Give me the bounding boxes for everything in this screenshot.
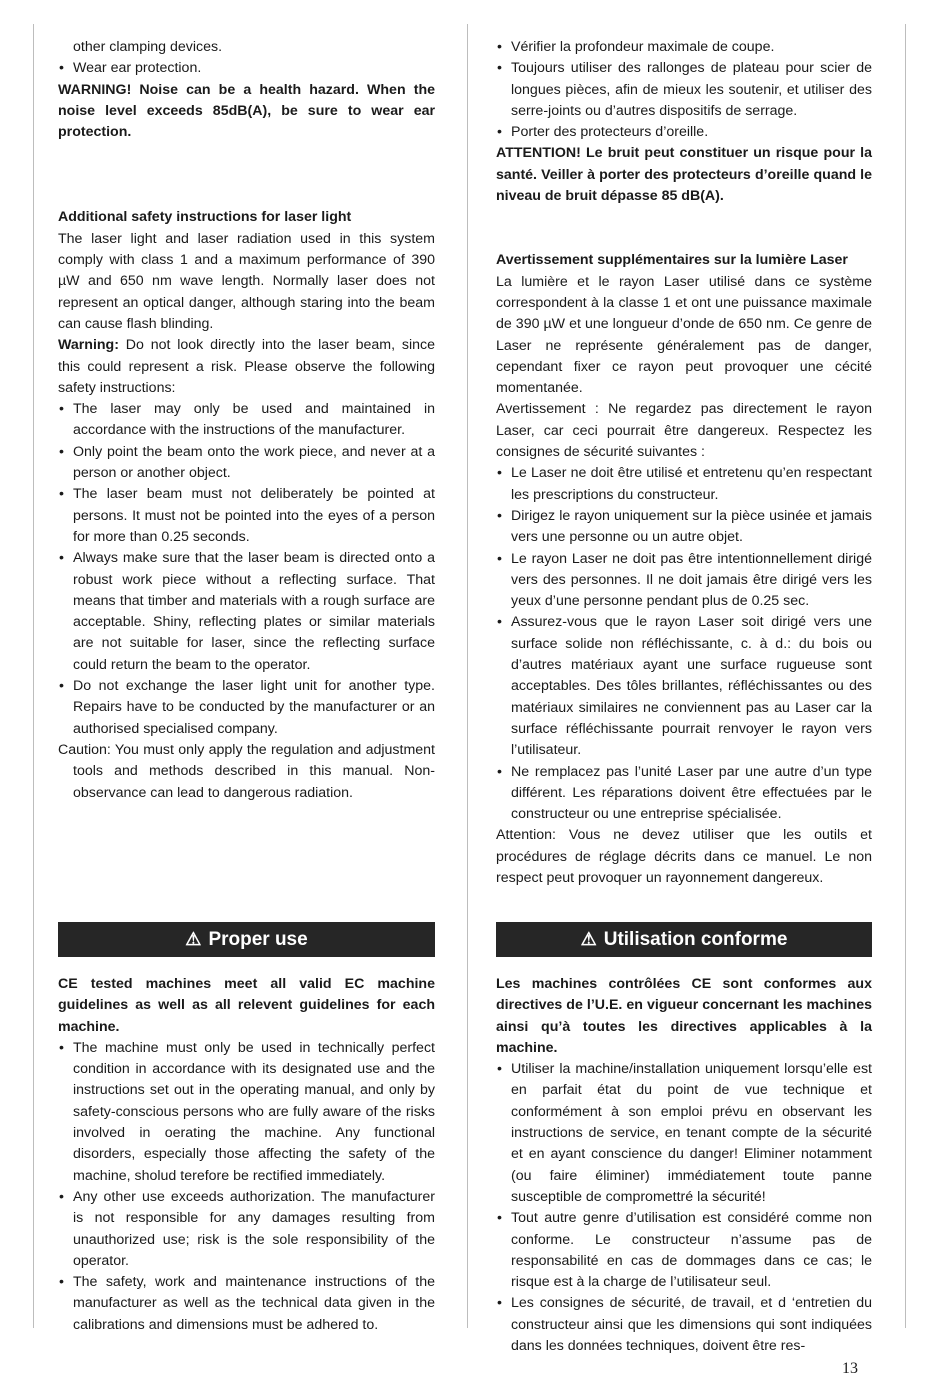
proper-use-intro: CE tested machines meet all valid EC machine guidelines as well as all relevent guidelines for each machine. <box>58 976 435 1035</box>
utilisation-conforme-heading-text: Utilisation conforme <box>603 929 788 950</box>
laser-attention-fr: Attention: Vous ne devez utiliser que les outils et procédures de réglage décrits dans ce manuel. Le non respect peut provoquer un rayonnement dangereux. <box>496 827 872 886</box>
laser-warning-label: Warning: <box>58 337 119 354</box>
left-column-safety <box>58 37 435 804</box>
list-item: • Vérifier la profondeur maximale de coupe. <box>496 37 872 58</box>
list-item: • Les consignes de sécurité, de travail, et d ‘entretien du constructeur ainsi que les dimensions qui sont indiquées dans les données techniques, doivent être res- <box>496 1293 872 1357</box>
list-item: • The safety, work and maintenance instructions of the manufacturer as well as the technical data given in the calibrations and dimensions must be adhered to. <box>58 1272 435 1336</box>
laser-warning-fr: Avertissement : Ne regardez pas directement le rayon Laser, car ceci pourrait être dangereux. Respectez les consignes de sécurité suivantes : <box>496 401 872 461</box>
laser-instructions-list <box>58 399 435 740</box>
list-item: • The laser may only be used and maintained in accordance with the instructions of the manufacturer. <box>58 399 435 442</box>
list-item: • Utiliser la machine/installation uniquement lorsqu’elle est en parfait état du point de vue technique et conformément à son emploi prévu en observant les instructions de service, en tenant compte de la sécurité et en ayant conscience du danger! Eliminer notamment (ou faire éliminer) immédiatement toute panne susceptible de compromettré la sécurité! <box>496 1059 872 1208</box>
right-column-proper-use <box>496 974 872 1357</box>
list-item: • The machine must only be used in technically perfect condition in accordance with its designated use and the instructions set out in the operating manual, and only by safety-conscious persons who are fully aware of the risks involved in oerating the machine. Any functional disorders, especially those affecting the safety of the machine, sholud terefore be rectified immediately. <box>58 1038 435 1187</box>
list-item: • Ne remplacez pas l’unité Laser par une autre d’un type différent. Les réparations doivent être effectuées par le constructeur ou une entreprise spécialisée. <box>496 762 872 826</box>
list-item: • Tout autre genre d’utilisation est considéré comme non conforme. Le constructeur n’assume pas de responsabilité en cas de dommages dans ce cas; le risque est à la charge de l’utilisateur seul. <box>496 1208 872 1293</box>
list-item: • Always make sure that the laser beam is directed onto a robust work piece without a reflecting surface. That means that timber and materials with a rough surface are acceptable. Shiny, reflecting plates or similar materials are not suitable for laser, since the reflecting surface could return the beam to the operator. <box>58 548 435 676</box>
page-number: 13 <box>842 1360 858 1377</box>
right-column-safety <box>496 37 872 889</box>
list-item: • Dirigez le rayon uniquement sur la pièce usinée et jamais vers une personne ou un autre objet. <box>496 506 872 549</box>
ear-protection-list <box>58 58 435 79</box>
list-item: • Assurez-vous que le rayon Laser soit dirigé vers une surface solide non réfléchissante, c. à d.: du bois ou d’autres matériaux ayant une surface rugueuse sont acceptables. Des tôles brillantes, réfléchissantes ou des matériaux similaires ne conviennent pas au Laser car la surface réfléchissante pourrait renvoyer le rayon vers l’utilisateur. <box>496 612 872 761</box>
laser-section-title: Additional safety instructions for laser light <box>58 209 352 226</box>
list-item: • Porter des protecteurs d’oreille. <box>496 122 872 143</box>
noise-warning: WARNING! Noise can be a health hazard. When the noise level exceeds 85dB(A), be sure to wear ear protection. <box>58 81 435 141</box>
list-item: • Any other use exceeds authorization. The manufacturer is not responsible for any damages resulting from unauthorized use; risk is the sole responsibility of the operator. <box>58 1187 435 1272</box>
proper-use-heading-text: Proper use <box>208 929 308 950</box>
list-item: • Only point the beam onto the work piece, and never at a person or another object. <box>58 442 435 485</box>
noise-warning-fr: ATTENTION! Le bruit peut constituer un risque pour la santé. Veiller à porter des protecteurs d’oreille quand le niveau de bruit dépasse 85 dB(A). <box>496 145 872 205</box>
proper-use-list <box>58 1038 435 1336</box>
center-column-rule <box>467 24 468 1328</box>
continuation-line: other clamping devices. <box>73 39 223 55</box>
laser-caution: Caution: You must only apply the regulation and adjustment tools and methods described in this manual. Non-observance can lead to dangerous radiation. <box>58 741 435 801</box>
utilisation-conforme-heading <box>496 922 872 957</box>
utilisation-intro: Les machines contrôlées CE sont conformes aux directives de l’U.E. en vigueur concernant les machines ainsi qu’à toutes les directives applicables à la machine. <box>496 976 872 1056</box>
list-item: • Do not exchange the laser light unit for another type. Repairs have to be conducted by the manufacturer or an authorised specialised company. <box>58 676 435 740</box>
laser-intro: The laser light and laser radiation used in this system comply with class 1 and a maximum performance of 390 µW and 650 nm wave length. Normally laser does not represent an optical danger, although staring into the beam can cause flash blinding. <box>58 230 435 332</box>
proper-use-heading <box>58 922 435 957</box>
left-margin-rule <box>33 24 34 1328</box>
laser-instructions-list-fr <box>496 463 872 825</box>
list-item: • Wear ear protection. <box>58 58 435 79</box>
list-item: • The laser beam must not deliberately be pointed at persons. It must not be pointed into the eyes of a person for more than 0.25 seconds. <box>58 484 435 548</box>
utilisation-list <box>496 1059 872 1357</box>
warning-triangle-icon: ⚠ <box>185 929 202 949</box>
list-item: • Le Laser ne doit être utilisé et entretenu qu’en respectant les prescriptions du constructeur. <box>496 463 872 506</box>
laser-warning-text: Do not look directly into the laser beam, since this could represent a risk. Please observe the following safety instructions: <box>58 337 435 396</box>
laser-intro-fr: La lumière et le rayon Laser utilisé dans ce système correspondent à la classe 1 et ont une puissance maximale de 390 µW et une longueur d’onde de 650 nm. Ce genre de Laser ne représente généralement pas de danger, cependant fixer ce rayon peut provoquer une cécité momentanée. <box>496 273 872 397</box>
list-item: • Le rayon Laser ne doit pas être intentionnellement dirigé vers des personnes. Il ne doit jamais être dirigé vers les yeux d’une personne pendant plus de 0.25 sec. <box>496 549 872 613</box>
cutting-tips-list <box>496 37 872 143</box>
right-margin-rule <box>905 24 906 1328</box>
left-column-proper-use <box>58 974 435 1336</box>
laser-section-title-fr: Avertissement supplémentaires sur la lumière Laser <box>496 252 848 269</box>
laser-warning <box>58 335 435 399</box>
warning-triangle-icon: ⚠ <box>580 929 597 949</box>
list-item: • Toujours utiliser des rallonges de plateau pour scier de longues pièces, afin de mieux les soutenir, et utiliser des serre-joints ou d’autres dispositifs de serrage. <box>496 58 872 122</box>
